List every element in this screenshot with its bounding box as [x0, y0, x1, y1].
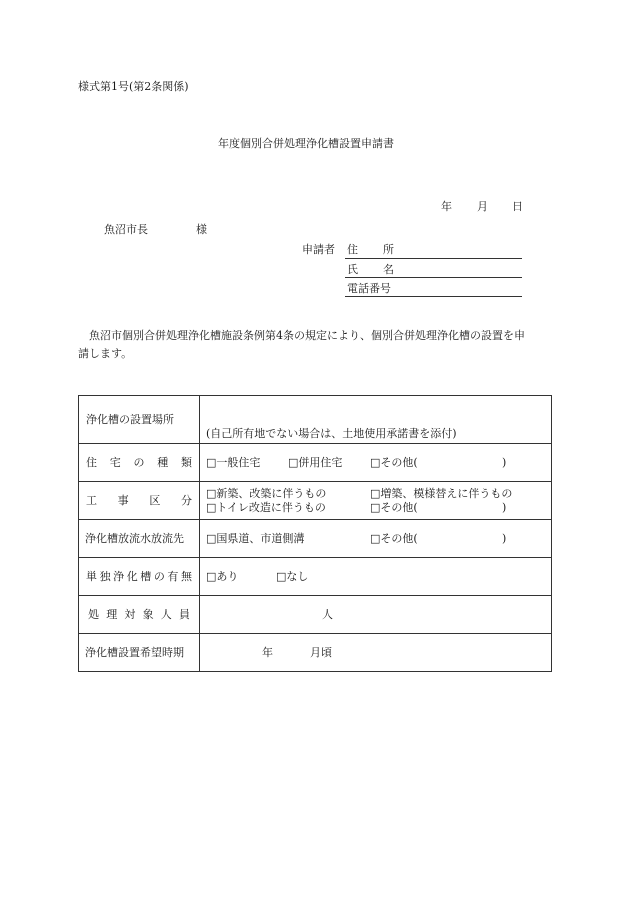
discharge-option-other[interactable]: □その他(	[370, 531, 418, 545]
document-title: 年度個別合併処理浄化槽設置申請書	[218, 137, 394, 150]
row-housing-type	[79, 444, 552, 482]
housing-option-general[interactable]: □一般住宅	[206, 455, 261, 469]
addressee-name: 魚沼市長	[104, 223, 148, 236]
work-option-new[interactable]: □新築、改築に伴うもの	[206, 486, 327, 500]
name-line[interactable]	[345, 277, 522, 278]
single-tank-field	[200, 558, 552, 596]
phone-line[interactable]	[345, 296, 522, 297]
discharge-label: 浄化槽放流水放流先	[85, 531, 184, 545]
row-discharge	[79, 520, 552, 558]
address-label-1: 住	[347, 243, 358, 256]
date-day: 日	[512, 200, 523, 213]
work-option-close: )	[502, 500, 507, 514]
location-field[interactable]	[200, 396, 552, 444]
schedule-year: 年	[262, 645, 273, 659]
addressee-honorific: 様	[196, 223, 207, 236]
housing-option-combined[interactable]: □併用住宅	[288, 455, 343, 469]
housing-option-other[interactable]: □その他(	[370, 455, 418, 469]
persons-unit: 人	[322, 607, 333, 621]
row-work-category	[79, 482, 552, 520]
address-line[interactable]	[345, 258, 522, 259]
discharge-field	[200, 520, 552, 558]
schedule-field[interactable]	[200, 634, 552, 672]
name-label-1: 氏	[347, 263, 358, 276]
discharge-option-road[interactable]: □国県道、市道側溝	[206, 531, 305, 545]
work-category-field	[200, 482, 552, 520]
work-option-toilet[interactable]: □トイレ改造に伴うもの	[206, 500, 326, 514]
row-schedule	[79, 634, 552, 672]
name-label-2: 名	[383, 263, 394, 276]
location-note: (自己所有地でない場合は、土地使用承諾書を添付)	[206, 427, 457, 440]
persons-label: 処 理 対 象 人 員	[88, 607, 190, 621]
work-category-label: 工 事 区 分	[86, 493, 192, 507]
discharge-option-close: )	[502, 531, 507, 545]
body-text-line2: 請します。	[78, 347, 133, 360]
single-tank-label: 単 独 浄 化 槽 の 有 無	[86, 569, 192, 583]
applicant-label: 申請者	[302, 243, 335, 256]
work-option-other[interactable]: □その他(	[370, 500, 418, 514]
row-persons	[79, 596, 552, 634]
row-single-tank	[79, 558, 552, 596]
housing-option-close: )	[502, 455, 507, 469]
schedule-month: 月頃	[310, 645, 332, 659]
form-number: 様式第1号(第2条関係)	[78, 80, 189, 93]
single-tank-yes[interactable]: □あり	[206, 569, 239, 583]
single-tank-no[interactable]: □なし	[276, 569, 309, 583]
housing-type-label: 住 宅 の 種 類	[86, 455, 192, 469]
date-month: 月	[477, 200, 488, 213]
row-location	[79, 396, 552, 444]
housing-type-field	[200, 444, 552, 482]
persons-field[interactable]	[200, 596, 552, 634]
location-label: 浄化槽の設置場所	[86, 412, 174, 426]
date-year: 年	[441, 200, 452, 213]
address-label-2: 所	[383, 243, 394, 256]
schedule-label: 浄化槽設置希望時期	[85, 645, 184, 659]
work-option-extension[interactable]: □増築、模様替えに伴うもの	[370, 486, 513, 500]
phone-label: 電話番号	[347, 282, 391, 295]
application-table	[78, 395, 552, 672]
body-text-line1: 魚沼市個別合併処理浄化槽施設条例第4条の規定により、個別合併処理浄化槽の設置を申	[89, 329, 525, 342]
